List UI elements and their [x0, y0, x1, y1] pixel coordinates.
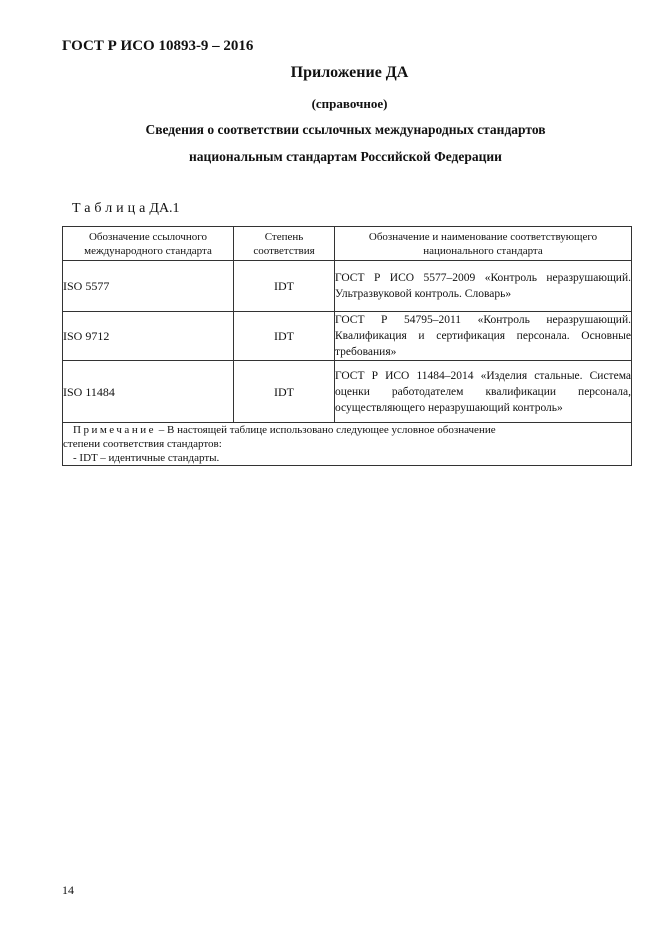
row-national-standard: ГОСТ Р ИСО 11484–2014 «Изделия стальные. Система оценки работодателем квалификации персонала, осуществляющего неразрушающий контроль»: [335, 361, 632, 423]
row-international-code: ISO 11484: [63, 361, 234, 423]
appendix-heading-line-1: Сведения о соответствии ссылочных международных стандартов: [145, 122, 546, 137]
table-row: [63, 261, 632, 312]
header-national-standard: [335, 227, 632, 261]
page-number: 14: [62, 883, 74, 897]
note-line-1: [63, 423, 631, 437]
table-note-row: [63, 423, 632, 466]
appendix-heading-line-2: национальным стандартам Российской Федерации: [189, 149, 502, 164]
note-item: - IDT – идентичные стандарты.: [73, 452, 220, 464]
appendix-type: (справочное): [311, 96, 388, 111]
row-international-code: ISO 5577: [63, 261, 234, 312]
header-col3-line1: Обозначение и наименование соответствующего: [368, 230, 598, 243]
header-col3-line2: национального стандарта: [423, 244, 543, 257]
document-code: ГОСТ Р ИСО 10893-9 – 2016: [62, 38, 254, 54]
header-col1-line1: Обозначение ссылочного: [88, 230, 208, 243]
row-degree: IDT: [234, 361, 335, 423]
header-col2-line2: соответствия: [253, 244, 315, 257]
row-degree: IDT: [234, 261, 335, 312]
correspondence-table: [62, 226, 632, 466]
note-text-line-1: – В настоящей таблице использовано следующее условное обозначение: [155, 424, 496, 436]
note-label: Примечание: [73, 424, 156, 436]
table-caption-number: ДА.1: [149, 201, 180, 216]
row-national-standard: ГОСТ Р ИСО 5577–2009 «Контроль неразрушающий. Ультразвуковой контроль. Словарь»: [335, 261, 632, 312]
table-caption: [72, 201, 180, 217]
row-degree: IDT: [234, 312, 335, 361]
header-degree: [234, 227, 335, 261]
appendix-title: Приложение ДА: [290, 64, 409, 81]
table-caption-word: Таблица: [72, 201, 150, 216]
table-note: [63, 423, 632, 466]
note-text-line-2: степени соответствия стандартов:: [63, 438, 222, 450]
table-row: [63, 361, 632, 423]
table-header-row: [63, 227, 632, 261]
row-international-code: ISO 9712: [63, 312, 234, 361]
header-col2-line1: Степень: [264, 230, 304, 243]
header-international-standard: [63, 227, 234, 261]
table-row: [63, 312, 632, 361]
row-national-standard: ГОСТ Р 54795–2011 «Контроль неразрушающий. Квалификация и сертификация персонала. Основные требования»: [335, 312, 632, 361]
header-col1-line2: международного стандарта: [84, 244, 212, 257]
